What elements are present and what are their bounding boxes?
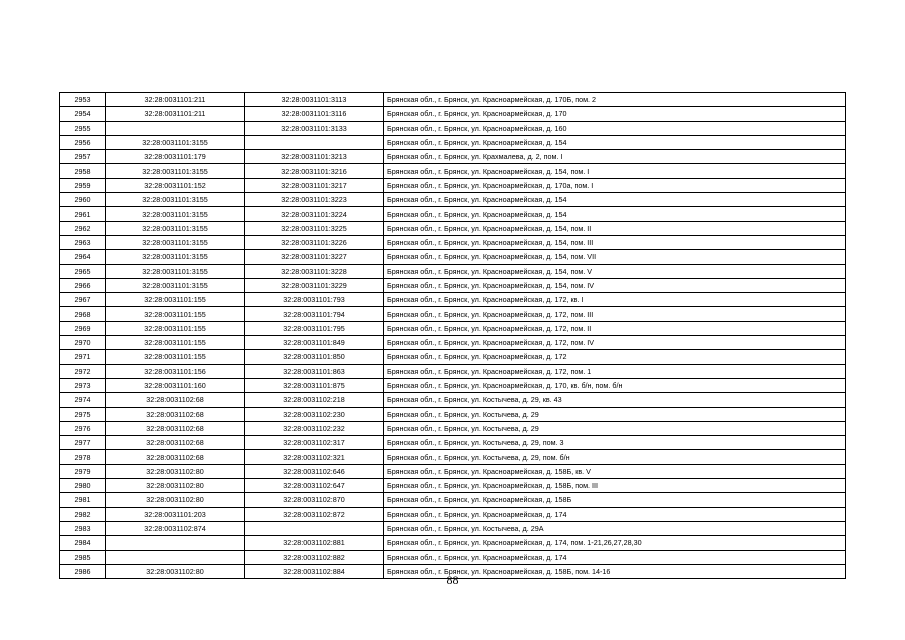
cadastral-number-2-cell: 32:28:0031102:884 [245, 564, 384, 578]
cadastral-number-2-cell: 32:28:0031101:863 [245, 364, 384, 378]
row-number-cell: 2955 [60, 121, 106, 135]
row-number-cell: 2977 [60, 436, 106, 450]
row-number-cell: 2972 [60, 364, 106, 378]
table-row [60, 107, 846, 121]
address-cell: Брянская обл., г. Брянск, ул. Красноармейская, д. 172, кв. I [384, 293, 846, 307]
table-row [60, 364, 846, 378]
address-cell: Брянская обл., г. Брянск, ул. Красноармейская, д. 154, пом. II [384, 221, 846, 235]
row-number-cell: 2967 [60, 293, 106, 307]
cadastral-number-1-cell: 32:28:0031102:80 [106, 564, 245, 578]
row-number-cell: 2986 [60, 564, 106, 578]
cadastral-number-2-cell: 32:28:0031102:646 [245, 464, 384, 478]
row-number-cell: 2979 [60, 464, 106, 478]
cadastral-number-1-cell: 32:28:0031102:68 [106, 421, 245, 435]
row-number-cell: 2964 [60, 250, 106, 264]
cadastral-number-1-cell [106, 536, 245, 550]
address-cell: Брянская обл., г. Брянск, ул. Красноармейская, д. 158Б, кв. V [384, 464, 846, 478]
row-number-cell: 2953 [60, 93, 106, 107]
cadastral-number-2-cell: 32:28:0031102:232 [245, 421, 384, 435]
table-row [60, 479, 846, 493]
cadastral-number-2-cell: 32:28:0031101:875 [245, 378, 384, 392]
table-row [60, 336, 846, 350]
address-cell: Брянская обл., г. Брянск, ул. Костычева, д. 29 [384, 407, 846, 421]
address-cell: Брянская обл., г. Брянск, ул. Красноармейская, д. 170Б, пом. 2 [384, 93, 846, 107]
address-cell: Брянская обл., г. Брянск, ул. Красноармейская, д. 154 [384, 135, 846, 149]
cadastral-number-1-cell: 32:28:0031101:156 [106, 364, 245, 378]
address-cell: Брянская обл., г. Брянск, ул. Красноармейская, д. 158Б [384, 493, 846, 507]
table-row [60, 221, 846, 235]
address-cell: Брянская обл., г. Брянск, ул. Костычева, д. 29, пом. б/н [384, 450, 846, 464]
address-cell: Брянская обл., г. Брянск, ул. Красноармейская, д. 154, пом. VII [384, 250, 846, 264]
row-number-cell: 2966 [60, 278, 106, 292]
row-number-cell: 2960 [60, 193, 106, 207]
row-number-cell: 2957 [60, 150, 106, 164]
cadastral-number-1-cell: 32:28:0031101:179 [106, 150, 245, 164]
cadastral-number-1-cell: 32:28:0031101:3155 [106, 135, 245, 149]
table-row [60, 521, 846, 535]
cadastral-number-2-cell: 32:28:0031102:321 [245, 450, 384, 464]
cadastral-number-1-cell: 32:28:0031102:68 [106, 450, 245, 464]
table-row [60, 378, 846, 392]
table-row [60, 407, 846, 421]
cadastral-number-1-cell: 32:28:0031102:874 [106, 521, 245, 535]
cadastral-number-1-cell: 32:28:0031101:155 [106, 321, 245, 335]
cadastral-number-2-cell: 32:28:0031101:849 [245, 336, 384, 350]
cadastral-number-1-cell: 32:28:0031101:3155 [106, 207, 245, 221]
cadastral-number-1-cell: 32:28:0031102:80 [106, 479, 245, 493]
row-number-cell: 2969 [60, 321, 106, 335]
address-cell: Брянская обл., г. Брянск, ул. Красноармейская, д. 170а, пом. I [384, 178, 846, 192]
cadastral-number-1-cell: 32:28:0031101:3155 [106, 193, 245, 207]
cadastral-number-2-cell: 32:28:0031101:3226 [245, 235, 384, 249]
cadastral-number-1-cell: 32:28:0031101:155 [106, 293, 245, 307]
row-number-cell: 2973 [60, 378, 106, 392]
cadastral-number-1-cell: 32:28:0031101:160 [106, 378, 245, 392]
row-number-cell: 2975 [60, 407, 106, 421]
address-cell: Брянская обл., г. Брянск, ул. Красноармейская, д. 170, кв. б/н, пом. б/н [384, 378, 846, 392]
cadastral-number-2-cell: 32:28:0031102:882 [245, 550, 384, 564]
table-row [60, 436, 846, 450]
cadastral-number-2-cell: 32:28:0031101:3216 [245, 164, 384, 178]
row-number-cell: 2985 [60, 550, 106, 564]
row-number-cell: 2978 [60, 450, 106, 464]
row-number-cell: 2965 [60, 264, 106, 278]
row-number-cell: 2970 [60, 336, 106, 350]
table-row [60, 536, 846, 550]
cadastral-number-2-cell: 32:28:0031101:794 [245, 307, 384, 321]
address-cell: Брянская обл., г. Брянск, ул. Красноармейская, д. 154, пом. I [384, 164, 846, 178]
cadastral-number-2-cell: 32:28:0031101:3229 [245, 278, 384, 292]
cadastral-number-2-cell: 32:28:0031101:793 [245, 293, 384, 307]
address-cell: Брянская обл., г. Брянск, ул. Красноармейская, д. 172, пом. 1 [384, 364, 846, 378]
cadastral-number-2-cell: 32:28:0031101:795 [245, 321, 384, 335]
cadastral-number-2-cell: 32:28:0031102:881 [245, 536, 384, 550]
address-cell: Брянская обл., г. Брянск, ул. Красноармейская, д. 170 [384, 107, 846, 121]
address-cell: Брянская обл., г. Брянск, ул. Красноармейская, д. 172, пом. III [384, 307, 846, 321]
cadastral-number-1-cell: 32:28:0031101:155 [106, 336, 245, 350]
row-number-cell: 2974 [60, 393, 106, 407]
row-number-cell: 2956 [60, 135, 106, 149]
cadastral-number-2-cell: 32:28:0031102:218 [245, 393, 384, 407]
table-row [60, 150, 846, 164]
table-row [60, 507, 846, 521]
cadastral-number-1-cell: 32:28:0031101:155 [106, 307, 245, 321]
table-row [60, 164, 846, 178]
cadastral-number-1-cell [106, 550, 245, 564]
table-row [60, 464, 846, 478]
table-row [60, 550, 846, 564]
table-row [60, 350, 846, 364]
cadastral-number-1-cell [106, 121, 245, 135]
row-number-cell: 2959 [60, 178, 106, 192]
row-number-cell: 2954 [60, 107, 106, 121]
address-cell: Брянская обл., г. Брянск, ул. Красноармейская, д. 172, пом. IV [384, 336, 846, 350]
row-number-cell: 2971 [60, 350, 106, 364]
property-table [59, 92, 846, 579]
page-number: 88 [446, 573, 459, 587]
cadastral-number-2-cell: 32:28:0031101:3133 [245, 121, 384, 135]
cadastral-number-2-cell [245, 521, 384, 535]
table-row [60, 250, 846, 264]
row-number-cell: 2968 [60, 307, 106, 321]
cadastral-number-2-cell: 32:28:0031102:230 [245, 407, 384, 421]
address-cell: Брянская обл., г. Брянск, ул. Крахмалева, д. 2, пом. I [384, 150, 846, 164]
address-cell: Брянская обл., г. Брянск, ул. Костычева, д. 29, пом. 3 [384, 436, 846, 450]
table-row [60, 278, 846, 292]
table-row [60, 207, 846, 221]
address-cell: Брянская обл., г. Брянск, ул. Красноармейская, д. 172, пом. II [384, 321, 846, 335]
table-row [60, 307, 846, 321]
address-cell: Брянская обл., г. Брянск, ул. Красноармейская, д. 154 [384, 207, 846, 221]
address-cell: Брянская обл., г. Брянск, ул. Красноармейская, д. 154 [384, 193, 846, 207]
cadastral-number-2-cell: 32:28:0031102:870 [245, 493, 384, 507]
cadastral-number-1-cell: 32:28:0031101:211 [106, 93, 245, 107]
address-cell: Брянская обл., г. Брянск, ул. Костычева, д. 29, кв. 43 [384, 393, 846, 407]
address-cell: Брянская обл., г. Брянск, ул. Костычева, д. 29 [384, 421, 846, 435]
row-number-cell: 2982 [60, 507, 106, 521]
cadastral-number-1-cell: 32:28:0031101:3155 [106, 278, 245, 292]
table-row [60, 393, 846, 407]
cadastral-number-1-cell: 32:28:0031102:68 [106, 436, 245, 450]
address-cell: Брянская обл., г. Брянск, ул. Красноармейская, д. 154, пом. IV [384, 278, 846, 292]
address-cell: Брянская обл., г. Брянск, ул. Красноармейская, д. 158Б, пом. 14-16 [384, 564, 846, 578]
table-row [60, 450, 846, 464]
cadastral-number-2-cell: 32:28:0031101:3227 [245, 250, 384, 264]
row-number-cell: 2958 [60, 164, 106, 178]
table-row [60, 193, 846, 207]
cadastral-number-2-cell: 32:28:0031102:647 [245, 479, 384, 493]
row-number-cell: 2980 [60, 479, 106, 493]
address-cell: Брянская обл., г. Брянск, ул. Красноармейская, д. 158Б, пом. III [384, 479, 846, 493]
cadastral-number-2-cell: 32:28:0031101:3116 [245, 107, 384, 121]
table-row [60, 121, 846, 135]
cadastral-number-1-cell: 32:28:0031101:203 [106, 507, 245, 521]
cadastral-number-2-cell [245, 135, 384, 149]
row-number-cell: 2984 [60, 536, 106, 550]
cadastral-number-2-cell: 32:28:0031101:3224 [245, 207, 384, 221]
row-number-cell: 2983 [60, 521, 106, 535]
cadastral-number-2-cell: 32:28:0031101:3223 [245, 193, 384, 207]
cadastral-number-1-cell: 32:28:0031102:68 [106, 393, 245, 407]
table-row [60, 264, 846, 278]
row-number-cell: 2976 [60, 421, 106, 435]
row-number-cell: 2981 [60, 493, 106, 507]
cadastral-number-2-cell: 32:28:0031101:3225 [245, 221, 384, 235]
row-number-cell: 2961 [60, 207, 106, 221]
cadastral-number-1-cell: 32:28:0031101:211 [106, 107, 245, 121]
cadastral-number-2-cell: 32:28:0031101:3113 [245, 93, 384, 107]
cadastral-number-2-cell: 32:28:0031101:3213 [245, 150, 384, 164]
cadastral-number-1-cell: 32:28:0031101:155 [106, 350, 245, 364]
address-cell: Брянская обл., г. Брянск, ул. Красноармейская, д. 154, пом. III [384, 235, 846, 249]
address-cell: Брянская обл., г. Брянск, ул. Красноармейская, д. 160 [384, 121, 846, 135]
table-row [60, 293, 846, 307]
cadastral-number-1-cell: 32:28:0031101:3155 [106, 250, 245, 264]
cadastral-number-2-cell: 32:28:0031102:317 [245, 436, 384, 450]
cadastral-number-1-cell: 32:28:0031102:68 [106, 407, 245, 421]
address-cell: Брянская обл., г. Брянск, ул. Костычева, д. 29А [384, 521, 846, 535]
table-row [60, 321, 846, 335]
address-cell: Брянская обл., г. Брянск, ул. Красноармейская, д. 174, пом. 1-21,26,27,28,30 [384, 536, 846, 550]
property-table-body [60, 93, 846, 579]
table-row [60, 493, 846, 507]
cadastral-number-1-cell: 32:28:0031101:3155 [106, 164, 245, 178]
address-cell: Брянская обл., г. Брянск, ул. Красноармейская, д. 154, пом. V [384, 264, 846, 278]
table-row [60, 421, 846, 435]
cadastral-number-1-cell: 32:28:0031101:3155 [106, 235, 245, 249]
row-number-cell: 2962 [60, 221, 106, 235]
address-cell: Брянская обл., г. Брянск, ул. Красноармейская, д. 174 [384, 550, 846, 564]
cadastral-number-1-cell: 32:28:0031102:80 [106, 493, 245, 507]
address-cell: Брянская обл., г. Брянск, ул. Красноармейская, д. 172 [384, 350, 846, 364]
cadastral-number-2-cell: 32:28:0031101:850 [245, 350, 384, 364]
table-row [60, 135, 846, 149]
cadastral-number-1-cell: 32:28:0031102:80 [106, 464, 245, 478]
cadastral-number-2-cell: 32:28:0031101:3228 [245, 264, 384, 278]
cadastral-number-2-cell: 32:28:0031102:872 [245, 507, 384, 521]
table-row [60, 235, 846, 249]
table-row [60, 178, 846, 192]
table-row [60, 93, 846, 107]
cadastral-number-1-cell: 32:28:0031101:3155 [106, 221, 245, 235]
row-number-cell: 2963 [60, 235, 106, 249]
cadastral-number-2-cell: 32:28:0031101:3217 [245, 178, 384, 192]
address-cell: Брянская обл., г. Брянск, ул. Красноармейская, д. 174 [384, 507, 846, 521]
cadastral-number-1-cell: 32:28:0031101:152 [106, 178, 245, 192]
cadastral-number-1-cell: 32:28:0031101:3155 [106, 264, 245, 278]
